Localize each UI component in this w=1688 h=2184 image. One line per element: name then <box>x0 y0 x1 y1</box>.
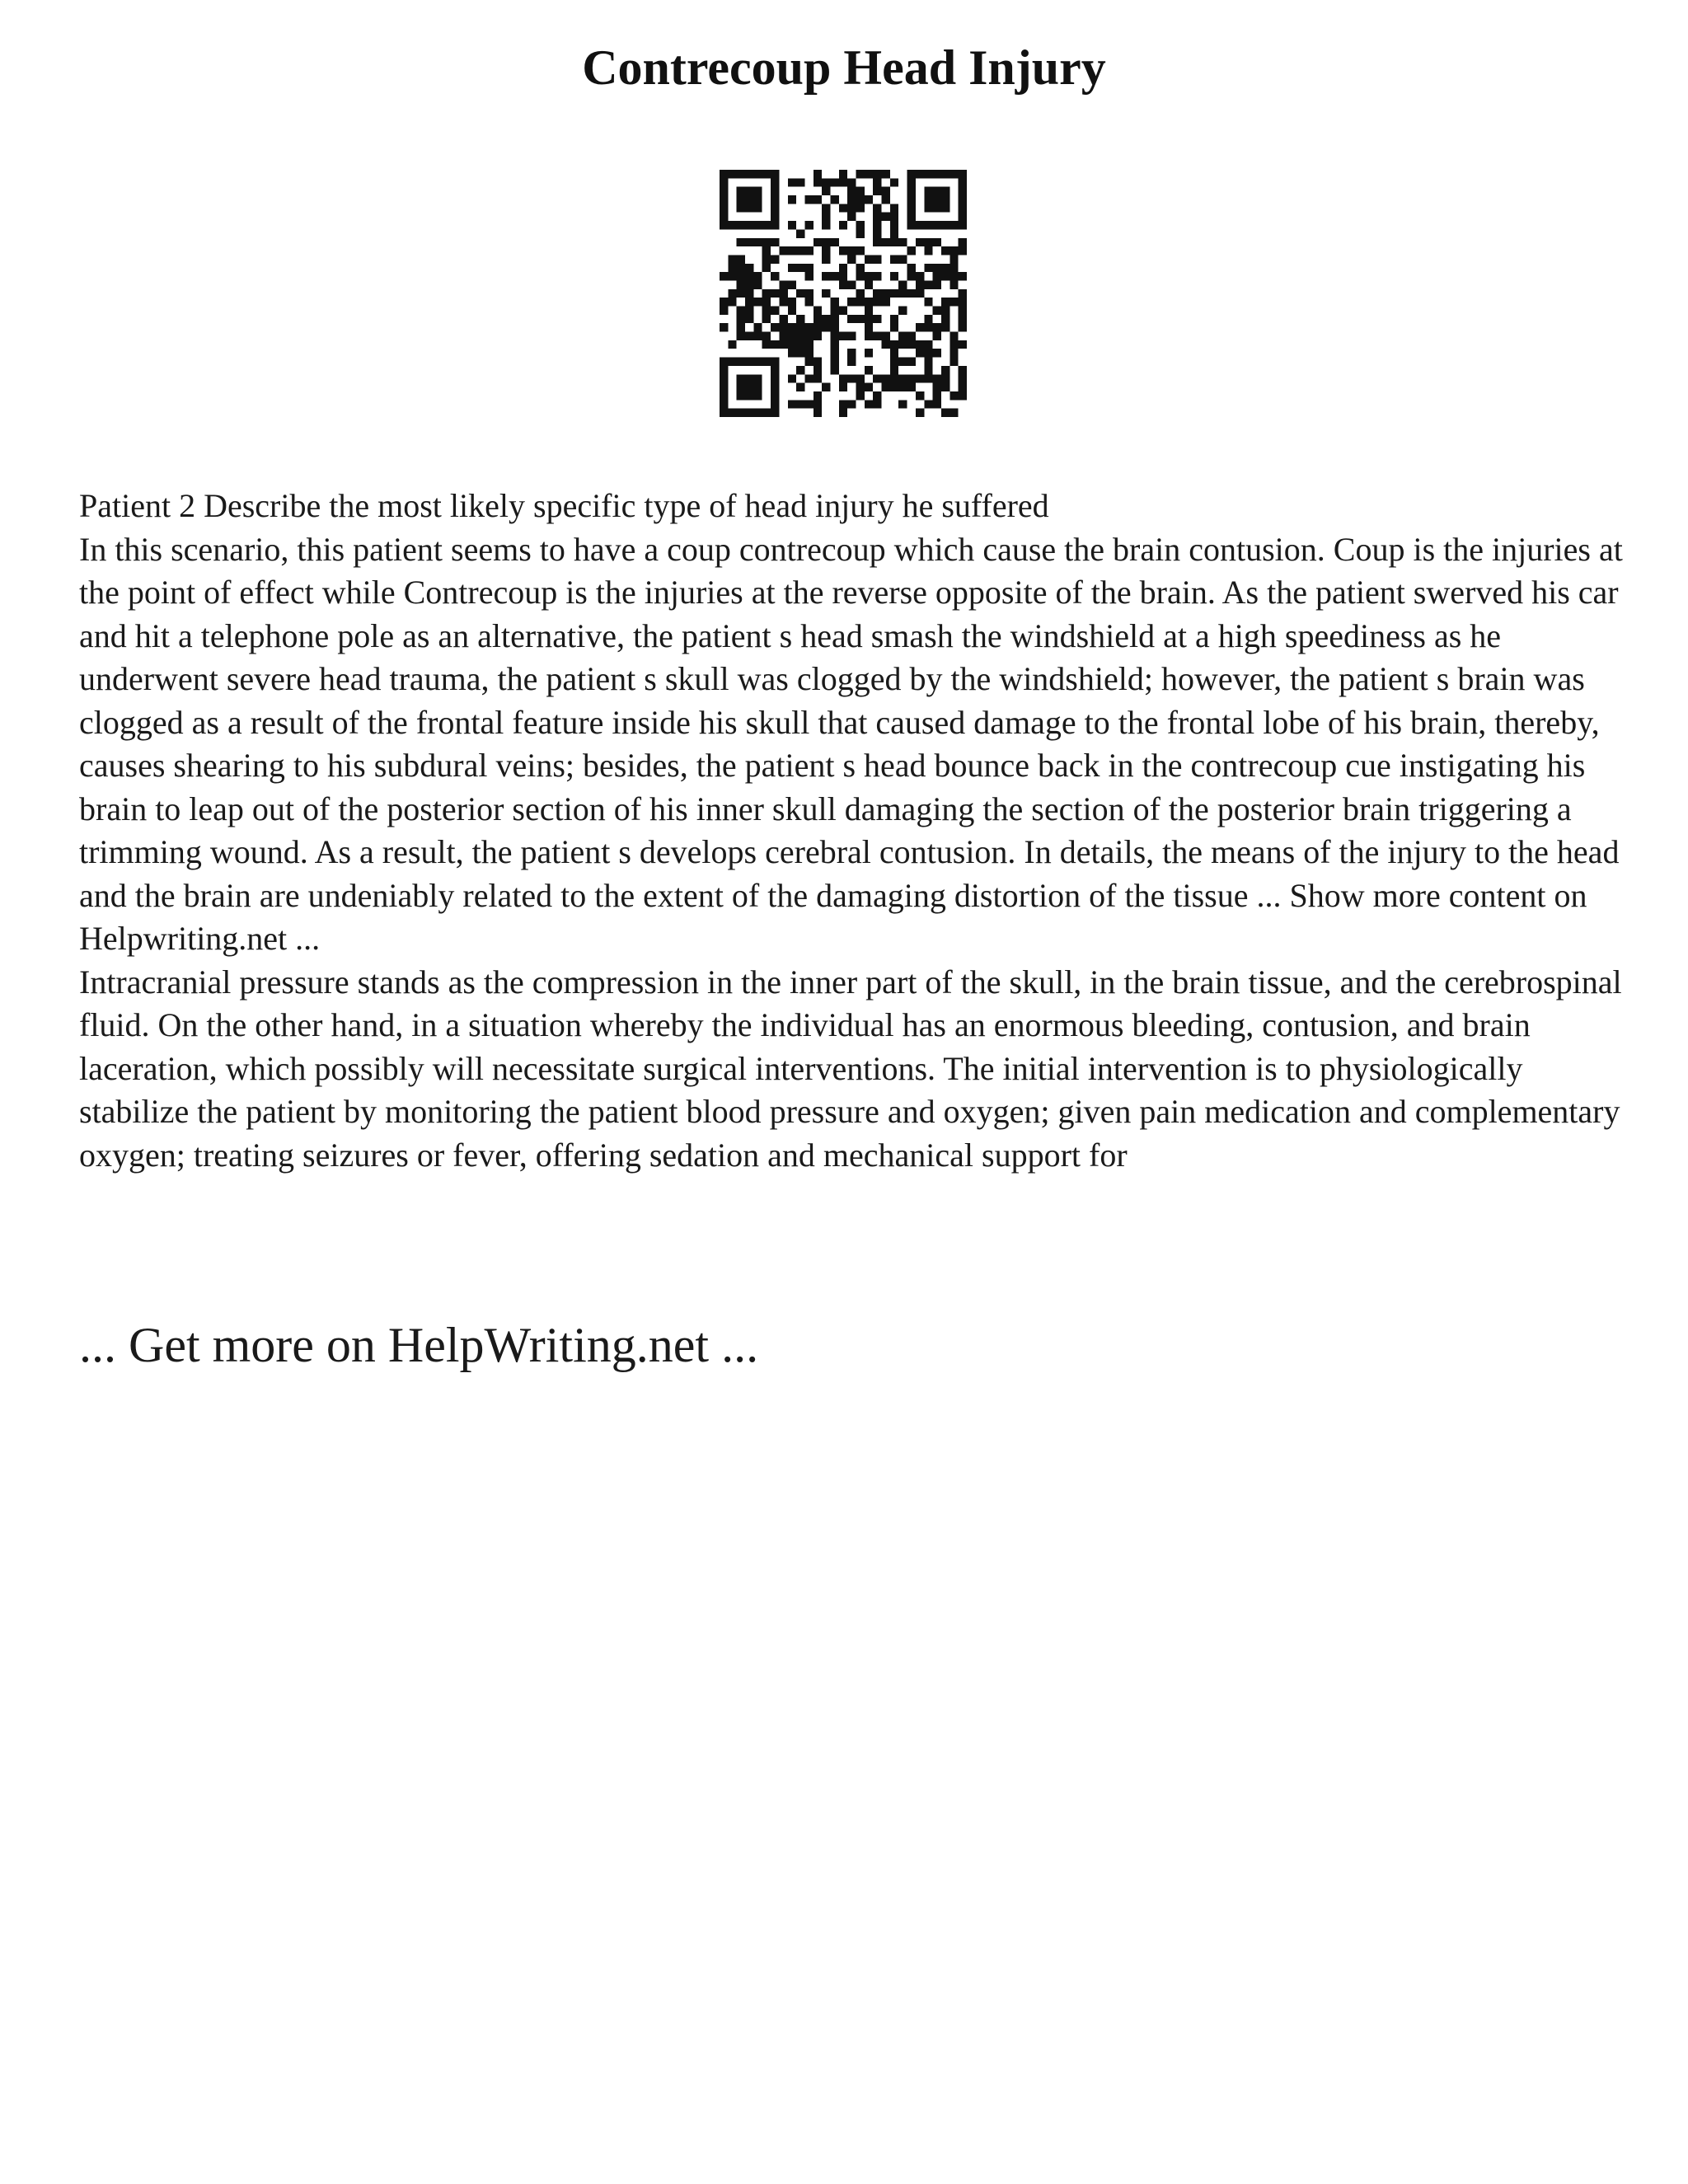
paragraph-heading: Patient 2 Describe the most likely specific type of head injury he suffered <box>79 487 1049 524</box>
get-more-link[interactable]: ... Get more on HelpWriting.net ... <box>79 1318 759 1372</box>
document-body <box>79 485 1629 1177</box>
paragraph-2: Intracranial pressure stands as the compression in the inner part of the skull, in the brain tissue, and the cerebrospinal fluid. On the other hand, in a situation whereby the individual has an enormous bleeding, contusion, and brain laceration, which possibly will necessitate surgical interventions. The initial intervention is to physiologically stabilize the patient by monitoring the patient blood pressure and oxygen; given pain medication and complementary oxygen; treating seizures or fever, offering sedation and mechanical support for <box>79 963 1622 1174</box>
page-title: Contrecoup Head Injury <box>582 40 1106 95</box>
qr-code-icon <box>720 170 967 417</box>
paragraph-1: In this scenario, this patient seems to have a coup contrecoup which cause the brain contusion. Coup is the injuries at the point of effect while Contrecoup is the injuries at the reverse opposite of the brain. As the patient swerved his car and hit a telephone pole as an alternative, the patient s head smash the windshield at a high speediness as he underwent severe head trauma, the patient s skull was clogged by the windshield; however, the patient s brain was clogged as a result of the frontal feature inside his skull that caused damage to the frontal lobe of his brain, thereby, causes shearing to his subdural veins; besides, the patient s head bounce back in the contrecoup cue instigating his brain to leap out of the posterior section of his inner skull damaging the section of the posterior brain triggering a trimming wound. As a result, the patient s develops cerebral contusion. In details, the means of the injury to the head and the brain are undeniably related to the extent of the damaging distortion of the tissue ... Show more content on Helpwriting.net ... <box>79 530 1623 957</box>
